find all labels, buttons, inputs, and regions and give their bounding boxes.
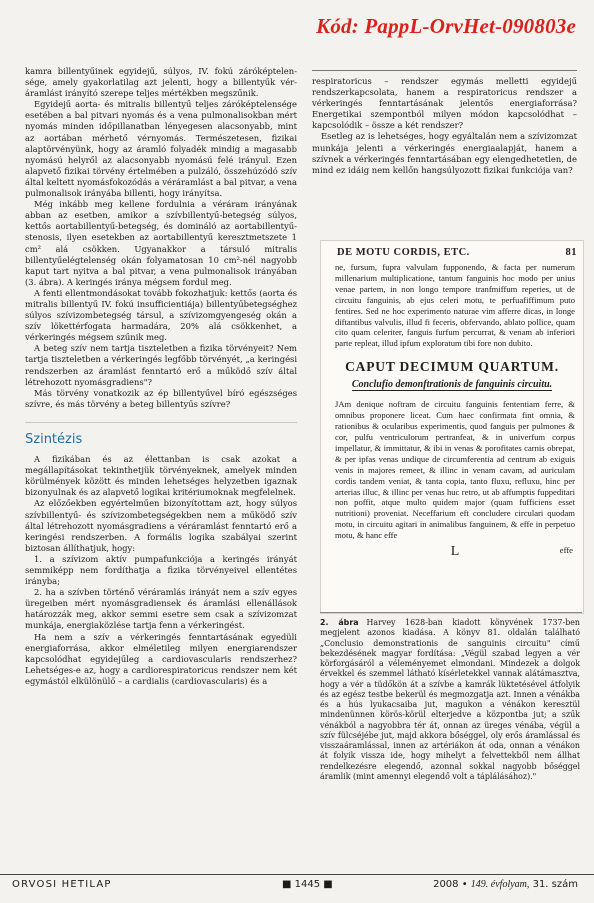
body-paragraph: A fenti ellentmondásokat tovább fokozhatjuk: kettős (aorta és mitralis billentyű IV. fokú insufficientiája) billentyűbetegséghez súlyos szívizombetegség társul, a szívizomgyengeség okán a szív lökettérfogata harmadára, 20% alá csökkenhet, a vérkeringés mégsem szűnik meg. (25, 287, 297, 343)
figure-chapter-heading: CAPUT DECIMUM QUARTUM. (345, 359, 559, 375)
figure-body-text-block (321, 397, 583, 559)
running-head-page-number: 81 (565, 247, 577, 258)
figure-running-head (321, 241, 583, 260)
page-number: ■ 1445 ■ (282, 879, 333, 890)
list-item: 1. a szívizom aktív pumpafunkciója a keringés irányát semmiképp nem fordíthatja a fizika törvényeivel ellentétes irányba; (25, 553, 297, 587)
figure-latin-paragraph: ne, fursum, fupra valvulam fupponendo, & facta per numerum millenarium multiplicatione, tantum fanguinis hoc modo per unius venae partem, in non longo tempore tranfmiffum reperies, ut de circuitu fanguinis, ab ejus celeri motu, te perfuafiffimum puto fentires. Sed ne hoc experimento naturae vim afferre dicas, in longe diftantibus valvulis, illud fi feceris, obfervando, ablato pollice, quam cito quam celeriter, fanguis furfum percurrat, & venam ab inferiori parte repleat, illud ipfum exploratum tibi fore non dubito. (335, 262, 575, 349)
body-paragraph: kamra billentyűinek egyidejű, súlyos, IV. fokú záróképtelensége, amely gyakorlatilag azt jelenti, hogy a billentyűk véráramlást irányító szerepe teljes mértékben megszűnik. (25, 66, 297, 99)
body-paragraph: Az előzőekben egyértelműen bizonyítottam azt, hogy súlyos szívbillentyű- és szívizombetegségekben nem a működő szív által létrehozott nyomásgradiens a véráramlást fenntartó erő a keringési rendszerben. A formális logika szabályai szerint biztosan állíthatjuk, hogy: (25, 498, 297, 553)
body-paragraph: Más törvény vonatkozik az ép billentyűvel bíró egészséges szívre, és más törvény a beteg billentyűs szívre? (25, 387, 297, 409)
right-column (312, 76, 577, 176)
column-top-rule (312, 70, 577, 71)
body-paragraph: Még inkább meg kellene fordulnia a véráram irányának abban az esetben, amikor a szívbillentyű-betegség súlyos, kettős aortabillentyű-betegség, és domináló az aortabillentyű-stenosis, ilyen esetekben az aortabillentyű keresztmetszete 1 cm² alá csökken. Ugyanakkor a társuló mitralis billentyűelégtelenség okán folyamatosan 10 cm²-nél nagyobb kaput tart nyitva a bal pitvar, a vena pulmonalisok irányában (3. ábra). A keringés iránya mégsem fordul meg. (25, 199, 297, 287)
figure-caption-label: 2. ábra (320, 618, 359, 627)
left-column (25, 66, 297, 687)
section-title: Szintézis (25, 422, 297, 448)
figure-caption (320, 618, 580, 782)
page-footer (0, 874, 594, 895)
body-paragraph: Esetleg az is lehetséges, hogy egyáltalán nem a szívizomzat munkája jelenti a vérkeringés energiaalapját, hanem a szívnek a vérkeringés fenntartásában egy elengedhetetlen, de mind ez idáig nem kellőn hangsúlyozott fizikai funkciója van? (312, 131, 577, 175)
body-paragraph: Egyidejű aorta- és mitralis billentyű teljes záróképtelensége esetében a bal pitvari nyomás és a vena pulmonalisokban mért nyomás minden időpillanatban lényegesen alacsonyabb, mint az aortában mérhető vérnyomás. Természetesen, fizikai alaptörvényünk, hogy az áramló folyadék mindig a magasabb nyomású helyről az alacsonyabb nyomású felé irányul. Ezen alapvető fizikai törvény értelmében a pulzáló, összehúzódó szív által keltett nyomásfokozódás a véráramlást a bal pitvar, a vena pulmonalisok irányába billenti, hogy irányítsa. (25, 99, 297, 199)
body-paragraph: respiratoricus – rendszer egymás melletti egyidejű rendszerkapcsolata, hanem a respiratoricus rendszer a vérkeringés fenntartásának jelentős energiaforrása? Energetikai szempontból milyen módon kapcsolódhat – kapcsolódik – össze a két rendszer? (312, 76, 577, 131)
figure-caption-text: Harvey 1628-ban kiadott könyvének 1737-ben megjelent azonos kiadása. A könyv 81. oldalán található „Conclusio demonstrationis de sanguinis circuitu" című bekezdésének magyar fordítása: „Végül szabad legyen a vér körforgásáról a véleményemet elmondani. Mindezek a dolgok érvekkel és szemmel látható kísérletekkel vannak alátámasztva, hogy a vér a tüdőkön át a szívbe a kamrák lüktetésével átfolyik és az egész testbe bekerül és megmozgatja azt. Innen a vénákba és a hús lyukacsaiba jut, magukon a vénákon keresztül mindenünnen körös-körül elterjedve a központba jut; a szűk vénákból a nagyobbra tér át, onnan az üreges vénába, végül a szív fülcséjébe jut, majd akkora bőséggel, oly erős áramlással és visszaáramlással, innen az artériákon át oda, onnan a vénákon át folyik vissza ide, hogy mihelyt a felvettekből nem állhat rendelkezésre elegendő, azonnal sokkal nagyobb bőséggel áramlik (mint amennyi elegendő volt a táplálásához)." (320, 618, 580, 781)
body-paragraph: A beteg szív nem tartja tiszteletben a fizika törvényeit? Nem tartja tiszteletben a vérkeringés legfőbb törvényét, „a keringési rendszerben az áramlást fenntartó erő a működő szív által létrehozott nyomásgradiens"? (25, 343, 297, 387)
list-item: 2. ha a szívben történő véráramlás irányát nem a szív egyes üregeiben mért nyomásgradiensek és áramlási ellenállások határozzák meg, akkor semmi esetre sem csak a szívizomzat munkája, energiaközlése tartja fenn a vérkeringést. (25, 587, 297, 631)
figure-chapter-subtitle: Conclufio demonftrationis de fanguinis circuitu. (351, 379, 553, 391)
body-paragraph: A fizikában és az élettanban is csak azokat a megállapításokat tekinthetjük törvényeknek, amelyek minden körülmények között és minden lehetséges helyzetben igaznak bizonyulnak és az alapvető logikai kritériumoknak megfelelnek. (25, 454, 297, 498)
document-code-label: Kód: PappL-OrvHet-090803e (316, 14, 576, 38)
signature-letter: L (450, 544, 460, 560)
figure-top-text-block (321, 260, 583, 349)
figure-latin-paragraph: JAm denique noftram de circuitu fanguinis fententiam ferre, & omnibus proponere liceat. Cum haec confirmata fint omnia, & rationibus & ocularibus experimentis, quod fanguis per pulmones & cor, pulfu ventriculorum pertranfeat, & in univerfum corpus impellatur, & immittatur, & ibi in venas & porofitates carnis obrepat, & per ipfas venas undique de circumferentia ad centrum ab exiguis venis in majores remeet, & illinc in venam cavam, ad auriculam cordis tandem veniat, & tanta copia, tanto fluxu, refluxu, hinc per arterias illuc, & illinc per venas huc retro, ut ab affumptis fuppeditari non poffit, atque multo quidem major (quam fufficiens esset nutritioni) proveniat. Neceffarium eft concludere circulari quodam motu, in circuitu agitari in animalibus fanguinem, & effe in perpetuo motu, & hanc effe (335, 399, 575, 541)
catchword: effe (559, 545, 573, 556)
journal-name: ORVOSI HETILAP (12, 879, 112, 890)
figure-catchword-line (335, 543, 575, 559)
body-paragraph: Ha nem a szív a vérkeringés fenntartásának egyedüli energiaforrása, akkor elméletileg milyen energiarendszer kapcsolódhat egyidejűleg a cardiovascularis rendszerhez? Lehetséges-e az, hogy a cardiorespiratoricus rendszer nem két egymástól elkülönülő – a cardialis (cardiovascularis) és a (25, 631, 297, 686)
running-head-title: DE MOTU CORDIS, ETC. (337, 247, 470, 258)
caption-divider (320, 612, 582, 613)
historical-book-page-figure (320, 240, 584, 614)
issue-info: 2008 • 149. évfolyam, 31. szám (433, 879, 578, 890)
